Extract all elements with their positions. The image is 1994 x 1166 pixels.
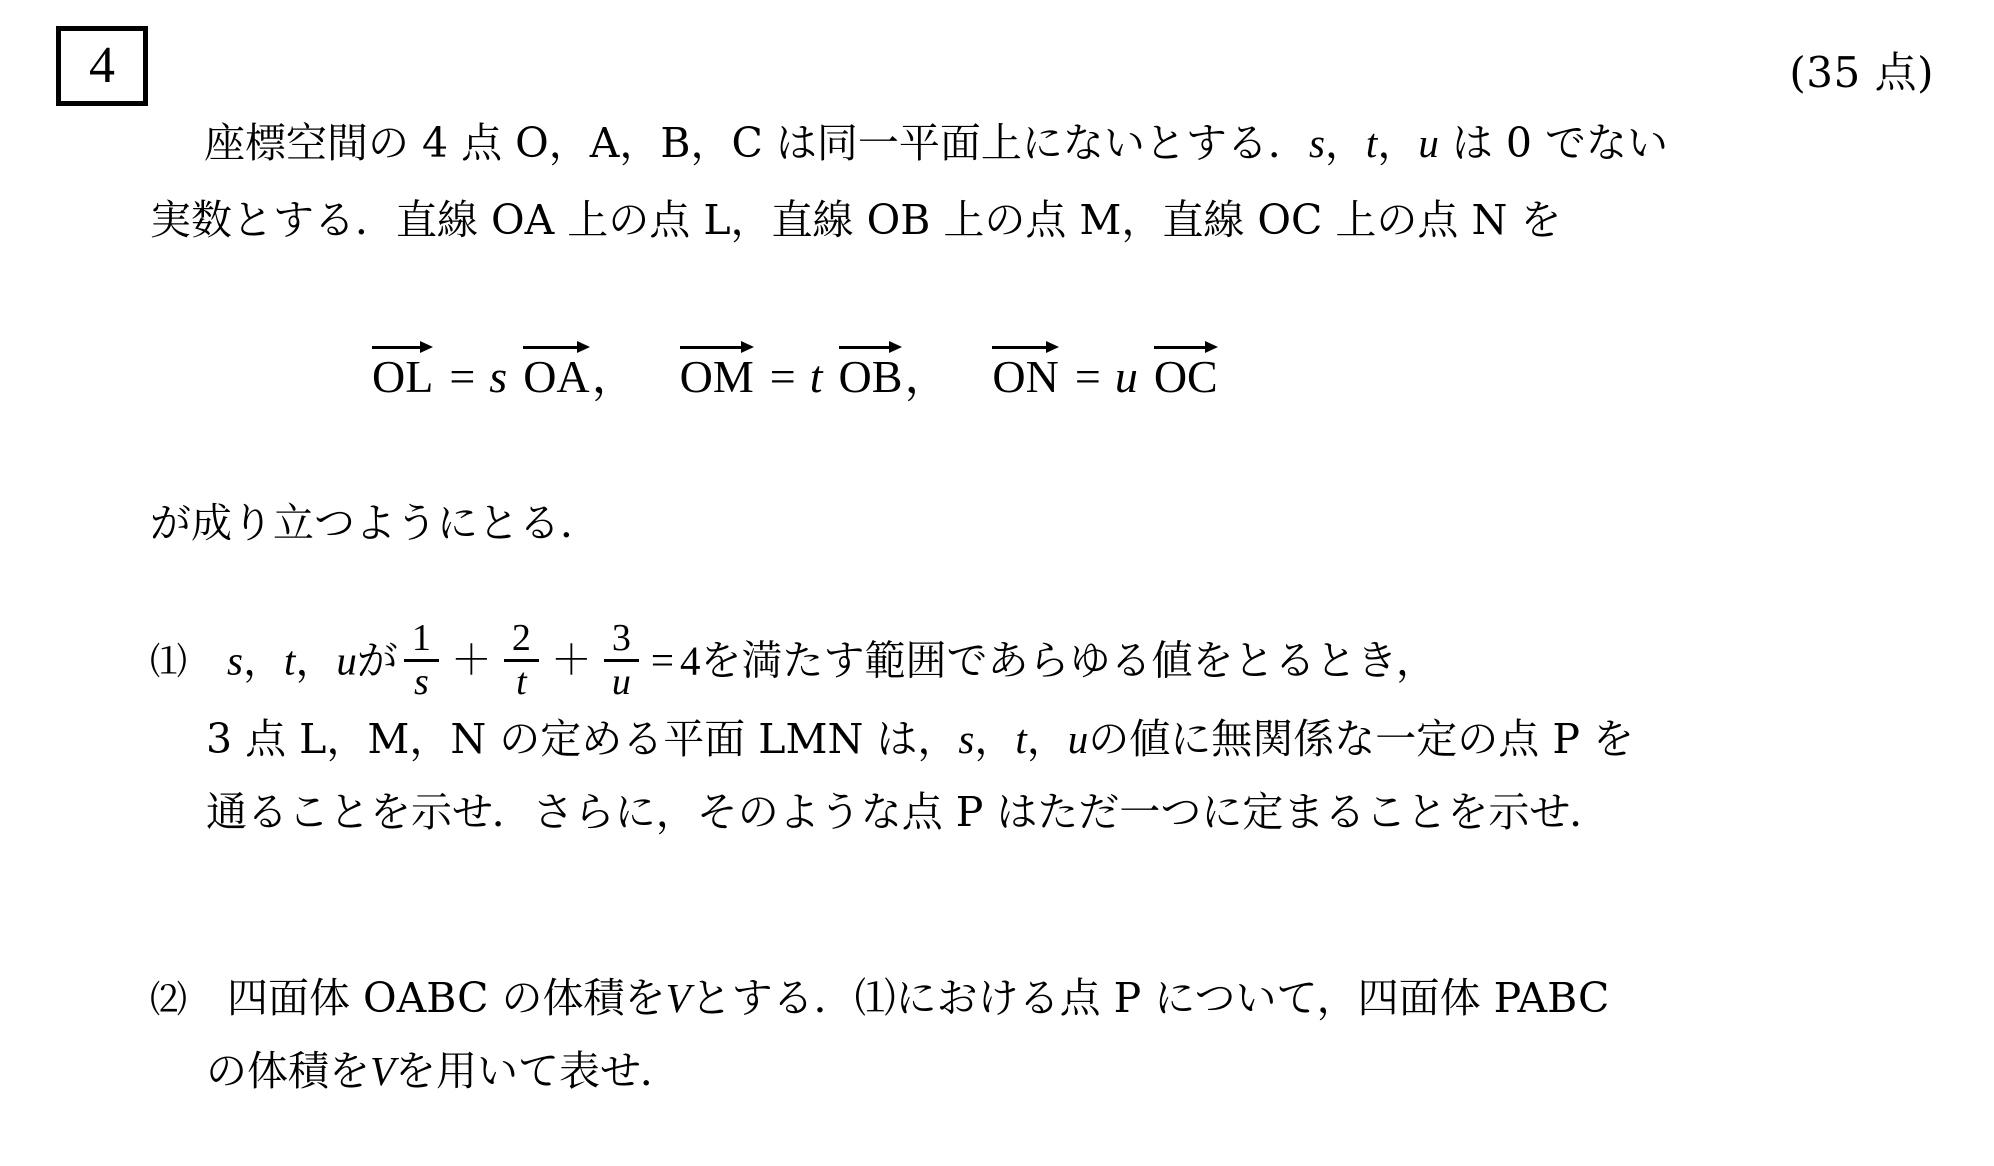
equals-2: = [769, 351, 796, 402]
item1-l2-sep1: ， [974, 715, 1016, 764]
fraction-1-over-s [404, 618, 439, 703]
plus-1: ＋ [450, 637, 492, 684]
scalar-s: s [489, 351, 508, 402]
item-1-line-2 [150, 703, 1950, 776]
item1-var-s: s [227, 637, 243, 684]
scalar-u: u [1114, 351, 1138, 402]
display-equation [370, 340, 1220, 406]
item1-sep-1: ， [242, 636, 284, 685]
item2-line2b: を用いて表せ． [395, 1046, 681, 1095]
question-item-1 [150, 618, 1950, 849]
rhs-item1: 4 [680, 637, 701, 684]
fraction-3-num: 3 [611, 617, 631, 659]
eq-comma-2: ， [904, 351, 951, 402]
item1-line2b: の値に無関係な一定の点 P を [1088, 715, 1634, 764]
intro-closing: が成り立つようにとる． [150, 499, 601, 547]
eq-comma-1: ， [591, 351, 638, 402]
item2-line1a: 四面体 OABC の体積を [227, 974, 666, 1022]
item1-var-t: t [283, 637, 296, 684]
scalar-t: t [809, 351, 823, 402]
var-t-intro: t [1365, 120, 1378, 166]
vector-on: ON [992, 344, 1058, 403]
question-header [56, 26, 1934, 106]
fraction-2-num: 2 [511, 617, 531, 659]
fraction-1-den: s [404, 659, 439, 703]
item-2-line-2 [150, 1035, 1950, 1108]
item1-var-u: u [336, 637, 357, 684]
fraction-3-den: u [604, 659, 639, 703]
item1-line2a: 3 点 L，M，N の定める平面 LMN は， [206, 715, 959, 764]
vector-ol: OL [372, 344, 433, 403]
vector-oa: OA [523, 344, 589, 403]
fraction-1-num: 1 [411, 617, 431, 659]
item2-line2a: の体積を [206, 1046, 370, 1095]
item1-line1-pre: が [356, 636, 398, 685]
intro-line-2: 実数とする．直線 OA 上の点 L，直線 OB 上の点 M，直線 OC 上の点 N を [150, 195, 1562, 244]
equals-1: = [449, 351, 476, 402]
intro-line-1b: は 0 でない [1438, 119, 1668, 167]
question-item-2 [150, 962, 1950, 1108]
item1-l2-var-t: t [1015, 716, 1027, 763]
var-u-intro: u [1418, 120, 1439, 166]
item-1-line-3: 通ることを示せ．さらに，そのような点 P はただ一つに定まることを示せ． [206, 788, 1611, 837]
equals-3: = [1074, 351, 1101, 402]
item-2-label: ⑵ [150, 980, 187, 1021]
equals-item1: = [650, 637, 674, 684]
sep-2: ， [1377, 119, 1419, 167]
item1-sep-2: ， [295, 636, 337, 685]
item2-var-v-2: V [370, 1047, 396, 1094]
var-s-intro: s [1308, 120, 1325, 166]
sep-1: ， [1324, 119, 1366, 167]
item-1-label: ⑴ [150, 642, 187, 684]
points-label: (35 点) [1789, 48, 1934, 97]
vector-oc: OC [1154, 344, 1218, 403]
vector-ob: OB [839, 344, 903, 403]
vector-om: OM [680, 344, 754, 403]
item1-l2-var-u: u [1067, 716, 1089, 763]
intro-line-1 [150, 108, 1950, 179]
fraction-2-den: t [504, 659, 539, 703]
item2-var-v-1: V [665, 975, 691, 1021]
question-intro [150, 108, 1950, 261]
plus-2: ＋ [550, 637, 592, 684]
item2-line1b: とする．⑴における点 P について，四面体 PABC [690, 974, 1610, 1022]
fraction-2-over-t [504, 618, 539, 703]
intro-line-1a: 座標空間の 4 点 O，A，B，C は同一平面上にないとする． [204, 119, 1309, 167]
question-number-box: 4 [56, 26, 148, 106]
item1-line1-post: を満たす範囲であらゆる値をとるとき， [700, 636, 1437, 685]
item1-l2-sep2: ， [1026, 715, 1068, 764]
item1-l2-var-s: s [958, 716, 975, 763]
fraction-3-over-u [604, 618, 639, 703]
